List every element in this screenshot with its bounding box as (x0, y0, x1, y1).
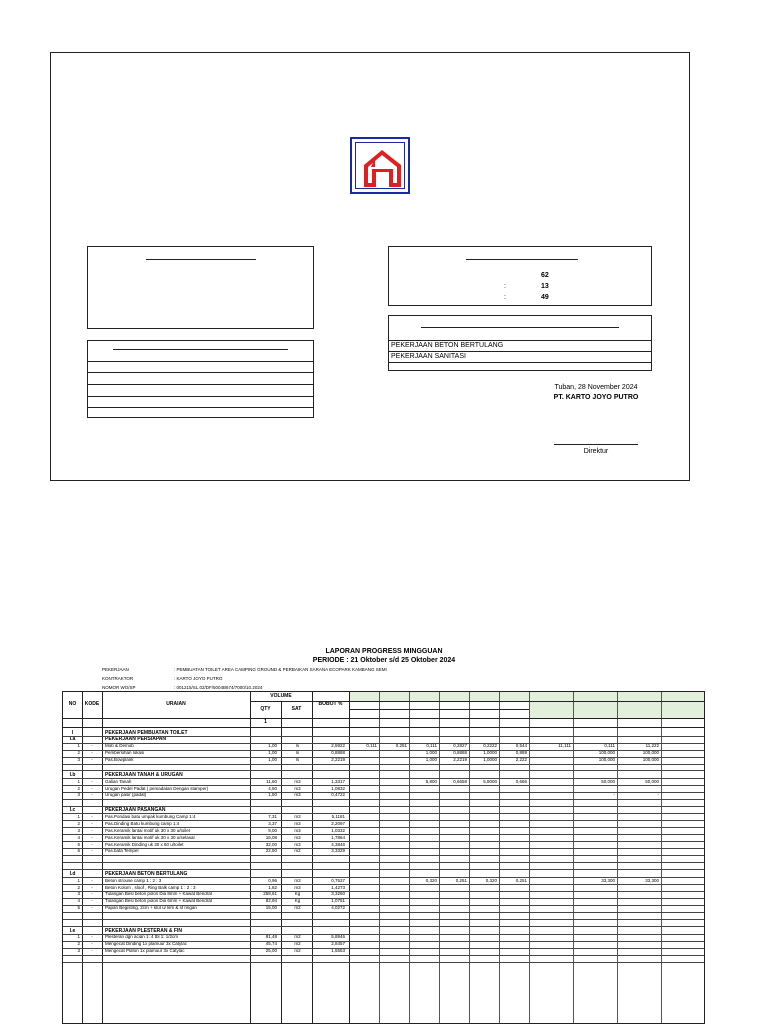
row-weight: 1,5553 (331, 948, 345, 954)
row-number: 1 (77, 743, 80, 749)
row-description: Galian Tanah (105, 778, 132, 784)
section-number: I.b (69, 771, 76, 778)
row-progress-value: 2,2219 (453, 757, 467, 763)
row-qty: 7,31 (268, 813, 277, 819)
row-code: - (91, 891, 93, 897)
row-percent-value: 11,111 (558, 743, 571, 749)
header-qty: QTY (260, 706, 271, 712)
row-description: Tulangan Besi beton polos Dia 6mm + Kawat Bendrat (105, 898, 213, 904)
row-description: Pas.bata Tempel (105, 848, 139, 854)
row-percent-value: 50,000 (645, 778, 659, 784)
row-percent-value: 100,000 (642, 757, 659, 763)
row-description: Mob & Demob (105, 743, 134, 749)
section-number: I.c (69, 807, 76, 813)
row-weight: 2,8457 (331, 941, 345, 947)
header-index: 1 (264, 719, 267, 725)
row-unit: m3 (294, 834, 301, 840)
info-row: 62 (541, 272, 549, 279)
row-percent-value: 100,000 (598, 750, 615, 756)
house-logo-icon (358, 145, 407, 191)
row-percent-value: - (657, 792, 659, 798)
report-title: LAPORAN PROGRESS MINGGUAN (325, 648, 443, 655)
row-progress-value: 0,320 (425, 877, 437, 883)
row-description: Pas.Keramik Dinding uk 30 x 60 u/toilet (105, 841, 184, 847)
row-qty: 258,61 (263, 891, 277, 897)
row-progress-value: 1,000 (425, 757, 437, 763)
row-progress-value: 0,111 (366, 743, 377, 749)
row-description: Beton strouse camp 1 : 2 : 3 (105, 877, 162, 883)
row-progress-value: 2,222 (515, 757, 527, 763)
row-description: Urugan Pedel Padat ( pemadatan Dengan stamper) (105, 785, 209, 791)
row-code: - (91, 841, 93, 847)
row-number: 5 (77, 841, 80, 847)
row-progress-value: 0,251 (455, 877, 467, 883)
row-unit: m3 (294, 884, 301, 890)
row-number: 3 (77, 948, 80, 954)
row-progress-value: 0,544 (515, 743, 527, 749)
row-weight: 1,0332 (331, 827, 345, 833)
row-unit: Kg (294, 898, 301, 904)
work-items-box (388, 315, 652, 371)
row-qty: 15,00 (265, 905, 277, 911)
row-qty: 91,48 (265, 934, 277, 940)
row-number: 2 (77, 941, 80, 947)
row-unit: m3 (294, 827, 301, 833)
row-unit: m3 (294, 792, 301, 798)
row-progress-value: 5,8000 (483, 778, 497, 784)
section-number: I (71, 729, 74, 736)
row-description: Pas.Bowplank (105, 757, 134, 763)
row-progress-value: 0,251 (515, 877, 527, 883)
section-number: I.d (69, 870, 76, 877)
row-weight: 3,3260 (331, 891, 345, 897)
header-bobot: BOBOT % (318, 701, 343, 707)
row-number: 2 (77, 750, 80, 756)
section-title: PEKERJAAN TANAH & URUGAN (105, 771, 183, 778)
row-progress-value: 0,2222 (483, 743, 497, 749)
row-description: Pas.Pondasi batu umpak kumbung Camp 1:4 (105, 813, 196, 819)
row-qty: 9,00 (268, 827, 277, 833)
row-description: Urugan pasir (padat) (105, 792, 147, 798)
signer-role: Direktur (583, 448, 609, 455)
row-number: 1 (77, 778, 80, 784)
section-title: PEKERJAAN PEMBUATAN TOILET (105, 729, 188, 736)
row-percent-value: 100,000 (642, 750, 659, 756)
row-code: - (91, 941, 93, 947)
row-number: 3 (77, 757, 80, 763)
company-logo (350, 137, 410, 194)
row-qty: 25,00 (265, 948, 277, 954)
row-progress-value: 0,111 (426, 743, 437, 749)
row-code: - (91, 785, 93, 791)
row-number: 3 (77, 827, 80, 833)
row-percent-value: 0,111 (604, 743, 615, 749)
row-weight: 4,0272 (331, 905, 345, 911)
meta-row: KONTRAKTOR : KARTO JOYO PUTRO (102, 676, 223, 681)
row-unit: m2 (294, 905, 301, 911)
company-name: PT. KARTO JOYO PUTRO (553, 394, 639, 401)
row-code: - (91, 792, 93, 798)
row-progress-value: 0,251 (395, 743, 407, 749)
row-percent-value: 100,000 (598, 757, 615, 763)
section-number: I.e (69, 927, 76, 934)
row-code: - (91, 827, 93, 833)
row-weight: 1,0751 (331, 898, 345, 904)
row-percent-value: 50,000 (601, 778, 615, 784)
row-description: Pas.Keramik lantai motif uk 30 x 30 u/toilet (105, 827, 191, 833)
row-progress-value: 0,889 (515, 750, 527, 756)
row-code: - (91, 848, 93, 854)
row-weight: 5,1181 (331, 813, 345, 819)
row-weight: 1,3317 (331, 778, 345, 784)
row-unit: m3 (294, 820, 301, 826)
report-period: PERIODE : 21 Oktober s/d 25 Oktober 2024 (312, 657, 456, 664)
row-code: - (91, 934, 93, 940)
row-progress-value: 1,0000 (483, 757, 497, 763)
section-title: PEKERJAAN BETON BERTULANG (105, 870, 188, 877)
contract-info-box (388, 246, 652, 306)
row-qty: 1,82 (268, 884, 277, 890)
row-code: - (91, 743, 93, 749)
info-row: : 13 (504, 283, 549, 290)
row-qty: 1,00 (268, 750, 277, 756)
section-number: I.a (69, 736, 76, 743)
row-description: Pas.Keramik lantai motif uk 30 x 30 u/selasar (105, 834, 196, 840)
row-unit: m3 (294, 877, 301, 883)
row-code: - (91, 813, 93, 819)
row-weight: 2,2219 (331, 757, 345, 763)
row-unit: m3 (294, 785, 301, 791)
row-unit: m3 (294, 778, 301, 784)
row-qty: 1,00 (268, 757, 277, 763)
row-description: Papan Begisting, 2cm + klut u/ klm & sf ringan (105, 905, 197, 911)
row-qty: 16,08 (265, 834, 277, 840)
row-qty: 11,60 (266, 778, 277, 784)
row-qty: 0,96 (268, 877, 277, 883)
row-code: - (91, 750, 93, 756)
row-description: Mengecat Dinding 1x plamuur 3x Catylac (105, 941, 188, 947)
row-unit: ls (295, 750, 300, 756)
row-code: - (91, 948, 93, 954)
row-description: Tulangan Besi beton polos Dia 8mm + Kawat Bendrat (105, 891, 213, 897)
row-percent-value: 33,300 (645, 877, 659, 883)
header-no: NO (68, 701, 77, 707)
row-progress-value: 0,2827 (453, 743, 467, 749)
row-weight: 0,4722 (331, 792, 345, 798)
meta-row: PEKERJAAN : PEMBUATAN TOILET AREA CAMPING GROUND & PERBAIKAN SARANA ECOPARK KAMBANG SEMI (102, 667, 387, 672)
row-unit: Kg (294, 891, 301, 897)
row-unit: m2 (294, 948, 301, 954)
row-weight: 4,3846 (331, 841, 345, 847)
row-percent-value: 11,222 (645, 743, 659, 749)
row-qty: 45,74 (265, 941, 277, 947)
row-weight: 2,5922 (331, 743, 345, 749)
meta-row: NOMOR WO/SP : 001215/SL.02/DF/5004B674/7000/10.2024 (102, 685, 263, 690)
row-weight: 1,7864 (331, 834, 345, 840)
row-percent-value: - (613, 792, 615, 798)
row-percent-value: 33,300 (601, 877, 615, 883)
row-weight: 2,2097 (331, 820, 345, 826)
approval-box (87, 340, 314, 418)
section-title: PEKERJAAN PASANGAN (105, 807, 166, 813)
row-description: Pembersihan lokasi (105, 750, 145, 756)
row-code: - (91, 820, 93, 826)
row-weight: 3,3329 (331, 848, 345, 854)
row-description: Pas.Dinding Batu kumbung camp 1:4 (105, 820, 180, 826)
row-progress-value: 0,6658 (453, 778, 467, 784)
row-code: - (91, 898, 93, 904)
work-item: PEKERJAAN SANITASI (389, 351, 651, 362)
row-qty: 32,00 (265, 841, 277, 847)
row-number: 6 (77, 848, 80, 854)
project-box (87, 246, 314, 329)
section-title: PEKERJAAN PERSIAPAN (105, 736, 167, 743)
row-code: - (91, 757, 93, 763)
row-weight: 5,8946 (331, 934, 345, 940)
row-code: - (91, 905, 93, 911)
row-number: 1 (77, 934, 80, 940)
row-qty: 22,50 (265, 848, 277, 854)
row-number: 3 (77, 891, 80, 897)
place-date: Tuban, 28 November 2024 (554, 384, 638, 391)
row-weight: 0,7537 (331, 877, 345, 883)
row-unit: m2 (294, 941, 301, 947)
row-progress-value: 0,666 (515, 778, 527, 784)
cover-page (50, 52, 690, 481)
row-weight: 0,8888 (331, 750, 345, 756)
row-code: - (91, 834, 93, 840)
work-item: PEKERJAAN BETON BERTULANG (389, 340, 651, 351)
row-number: 1 (77, 813, 80, 819)
row-weight: 1,0832 (331, 785, 345, 791)
row-unit: m3 (294, 813, 301, 819)
row-qty: 82,94 (265, 898, 277, 904)
row-unit: ls (295, 757, 300, 763)
row-description: Mengecat Plafon 1x plamuur 3x Catylac (105, 948, 185, 954)
row-unit: ls (295, 743, 300, 749)
row-number: 3 (77, 792, 80, 798)
progress-table (62, 691, 705, 1024)
row-description: Plesteran dgn acian 1: 4 tbl 1: 1/2cm (105, 934, 179, 940)
row-progress-value: 1,0000 (483, 750, 497, 756)
row-progress-value: 0,8888 (453, 750, 467, 756)
header-kode: KODE (84, 701, 100, 707)
row-number: 2 (77, 820, 80, 826)
row-progress-value: 0,320 (485, 877, 497, 883)
info-row: : 49 (504, 294, 549, 301)
row-number: 4 (77, 898, 80, 904)
row-code: - (91, 877, 93, 883)
row-number: 4 (77, 834, 80, 840)
row-qty: 3,37 (268, 820, 277, 826)
row-number: 1 (77, 877, 80, 883)
row-unit: m2 (294, 934, 301, 940)
row-qty: 1,00 (268, 743, 277, 749)
section-title: PEKERJAAN PLESTERAN & FIN (105, 927, 182, 934)
row-code: - (91, 884, 93, 890)
header-volume: VOLUME (270, 693, 292, 699)
row-unit: m2 (294, 848, 301, 854)
row-qty: 1,50 (268, 792, 277, 798)
row-unit: m3 (294, 841, 301, 847)
row-progress-value: 5,800 (425, 778, 437, 784)
header-sat: SAT (291, 706, 302, 712)
row-weight: 1,4273 (331, 884, 345, 890)
row-number: 5 (77, 905, 80, 911)
row-qty: 4,50 (268, 785, 277, 791)
row-description: Beton Kolom , sloof , Ring Balk camp 1 : 2 : 3 (105, 884, 196, 890)
row-number: 2 (77, 884, 80, 890)
header-uraian: URAIAN (166, 701, 186, 707)
row-number: 2 (77, 785, 80, 791)
row-code: - (91, 778, 93, 784)
row-progress-value: 1,000 (425, 750, 437, 756)
